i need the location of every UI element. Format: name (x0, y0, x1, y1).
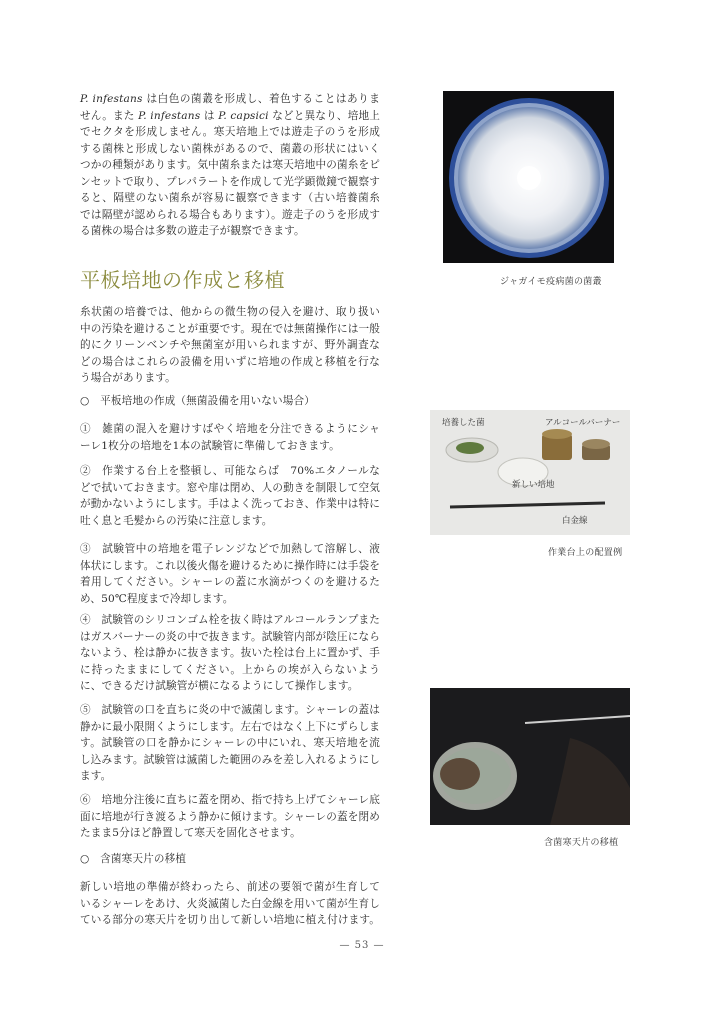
photo-caption: 含菌寒天片の移植 (544, 838, 619, 848)
label-wire: 白金線 (562, 516, 588, 526)
step-5: ⑤ 試験管の口を直ちに炎の中で滅菌します。シャーレの蓋は静かに最小限開くようにします。左右ではなく上下にずらします。試験管の口を静かにシャーレの中にいれ、寒天培地を流し込みます。試験管は滅菌した範囲のみを差し入れるようにします。 (80, 704, 380, 782)
step-1: ① 雑菌の混入を避けすばやく培地を分注できるようにシャーレ1枚分の培地を1本の試験管に準備しておきます。 (80, 423, 380, 452)
colony-photo (443, 91, 614, 263)
label-cultured: 培養した菌 (442, 418, 485, 428)
transfer-photo (430, 688, 630, 825)
photo-caption: 作業台上の配置例 (548, 548, 623, 558)
page-number: — 53 — (339, 940, 385, 951)
section-heading: 平板培地の作成と移植 (80, 268, 285, 292)
workbench-photo (430, 410, 630, 535)
step-3: ③ 試験管中の培地を電子レンジなどで加熱して溶解し、液体状にします。これ以後火傷を避けるために操作時には手袋を着用してください。シャーレの蓋に水滴がつくのを避けるため、50℃程度まで冷却します。 (80, 543, 380, 605)
subsection-title: ○ 含菌寒天片の移植 (80, 853, 187, 865)
step-2: ② 作業する台上を整頓し、可能ならば 70%エタノールなどで拭いておきます。窓や扉は閉め、人の動きを制限して空気が動かないようにします。手はよく洗っておき、作業中は特に吐く息と毛髪からの汚染に注意します。 (80, 465, 380, 527)
body-paragraph: 糸状菌の培養では、他からの微生物の侵入を避け、取り扱い中の汚染を避けることが重要です。現在では無菌操作には一般的にクリーンベンチや無菌室が用いられますが、野外調査などの場合はこれらの設備を用いずに培地の作成と移植を行なう場合があります。 (80, 306, 380, 384)
species-name: P. infestans (80, 93, 143, 105)
label-new-medium: 新しい培地 (512, 480, 555, 490)
step-6: ⑥ 培地分注後に直ちに蓋を閉め、指で持ち上げてシャーレ底面に培地が行き渡るよう静かに傾けます。シャーレの蓋を閉めたまま5分ほど静置して寒天を固化させます。 (80, 794, 380, 839)
subsection-title: ○ 平板培地の作成（無菌設備を用いない場合） (80, 395, 316, 407)
photo-caption: ジャガイモ疫病菌の菌叢 (500, 277, 602, 287)
body-paragraph: 新しい培地の準備が終わったら、前述の要領で菌が生育しているシャーレをあけ、火炎滅菌した白金線を用いて菌が生育している部分の寒天片を切り出して新しい培地に植え付けます。 (80, 881, 380, 926)
intro-text: などと異なり、培地上でセクタを形成しません。寒天培地上では遊走子のうを形成する菌株と形成しない菌株があるので、菌叢の形状にはいくつかの種類があります。気中菌糸または寒天培地中の菌糸をピンセットで取り、プレパラートを作成して光学顕微鏡で観察すると、隔壁のない菌糸が容易に観察できます（古い培養菌糸では隔壁が認められる場合もあります）。遊走子のうを形成する菌株の場合は多数の遊走子が観察できます。 (80, 109, 380, 237)
intro-text: は (200, 109, 219, 122)
species-name: P. infestans (138, 109, 201, 122)
step-4: ④ 試験管のシリコンゴム栓を抜く時はアルコールランプまたはガスバーナーの炎の中で抜きます。試験管内部が陰圧にならないよう、栓は静かに抜きます。抜いた栓は台上に置かず、手に持ったままにしてください。上からの埃が入らないように、できるだけ試験管が横になるようにして操作します。 (80, 614, 380, 692)
intro-text: は白色の菌叢を形成し、着色することはありません。また (80, 93, 381, 122)
species-name: P. capsici (218, 109, 269, 122)
label-burner: アルコールバーナー (545, 418, 621, 428)
intro-paragraph (80, 91, 380, 240)
